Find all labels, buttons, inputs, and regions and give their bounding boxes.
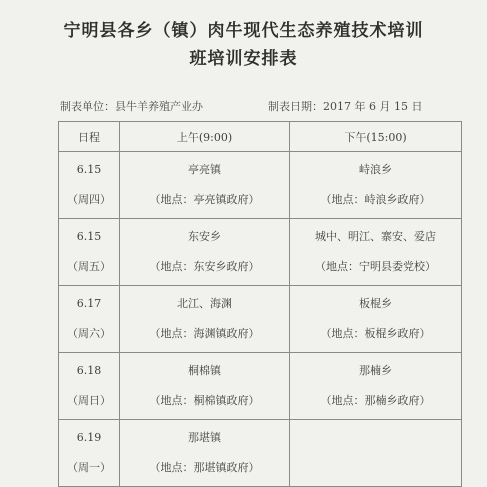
afternoon-town: 峙浪乡	[359, 163, 392, 176]
date-cell	[59, 420, 120, 487]
morning-session-cell	[120, 219, 290, 286]
document-title-line-1: 宁明县各乡（镇）肉牛现代生态养殖技术培训	[63, 21, 424, 41]
morning-session-cell	[120, 152, 290, 219]
document-title-line-2: 班培训安排表	[189, 49, 298, 69]
weekday-value: （周一）	[67, 461, 111, 474]
table-row	[59, 353, 462, 420]
date-value: 6.19	[76, 431, 102, 444]
afternoon-session-cell-empty	[290, 420, 462, 487]
date-value: 6.15	[76, 230, 102, 243]
date-cell	[59, 152, 120, 219]
weekday-value: （周四）	[67, 193, 111, 206]
morning-location: （地点：桐棉镇政府）	[149, 394, 260, 407]
table-row	[59, 420, 462, 487]
afternoon-session-cell	[290, 353, 462, 420]
morning-session-cell	[120, 353, 290, 420]
afternoon-location: （地点：那楠乡政府）	[320, 394, 431, 407]
morning-town: 桐棉镇	[188, 364, 221, 377]
morning-session-cell	[120, 286, 290, 353]
date-value: 6.15	[76, 163, 102, 176]
morning-location: （地点：东安乡政府）	[149, 260, 260, 273]
date-cell	[59, 286, 120, 353]
afternoon-location: （地点：宁明县委党校）	[315, 260, 436, 273]
prepared-by-unit: 制表单位：县牛羊养殖产业办	[60, 100, 203, 113]
morning-location: （地点：那堪镇政府）	[149, 461, 260, 474]
afternoon-location: （地点：峙浪乡政府）	[320, 193, 431, 206]
table-header-row	[59, 122, 462, 152]
morning-location: （地点：海渊镇政府）	[149, 327, 260, 340]
afternoon-location: （地点：板棍乡政府）	[320, 327, 431, 340]
prepared-date: 制表日期：2017 年 6 月 15 日	[268, 100, 423, 113]
afternoon-town: 城中、明江、寨安、爱店	[315, 230, 436, 243]
morning-town: 北江、海渊	[177, 297, 232, 310]
header-morning: 上午(9:00)	[120, 122, 290, 152]
afternoon-session-cell	[290, 219, 462, 286]
weekday-value: （周日）	[67, 394, 111, 407]
header-afternoon: 下午(15:00)	[290, 122, 462, 152]
header-date: 日程	[59, 122, 120, 152]
table-row	[59, 219, 462, 286]
morning-session-cell	[120, 420, 290, 487]
table-row	[59, 286, 462, 353]
date-cell	[59, 353, 120, 420]
training-schedule-table	[58, 121, 462, 487]
table-row	[59, 152, 462, 219]
morning-location: （地点：亭亮镇政府）	[149, 193, 260, 206]
afternoon-session-cell	[290, 286, 462, 353]
date-cell	[59, 219, 120, 286]
date-value: 6.18	[76, 364, 102, 377]
morning-town: 亭亮镇	[188, 163, 221, 176]
morning-town: 东安乡	[188, 230, 221, 243]
morning-town: 那堪镇	[188, 431, 221, 444]
date-value: 6.17	[76, 297, 102, 310]
afternoon-town: 那楠乡	[359, 364, 392, 377]
afternoon-session-cell	[290, 152, 462, 219]
weekday-value: （周五）	[67, 260, 111, 273]
weekday-value: （周六）	[67, 327, 111, 340]
afternoon-town: 板棍乡	[359, 297, 392, 310]
